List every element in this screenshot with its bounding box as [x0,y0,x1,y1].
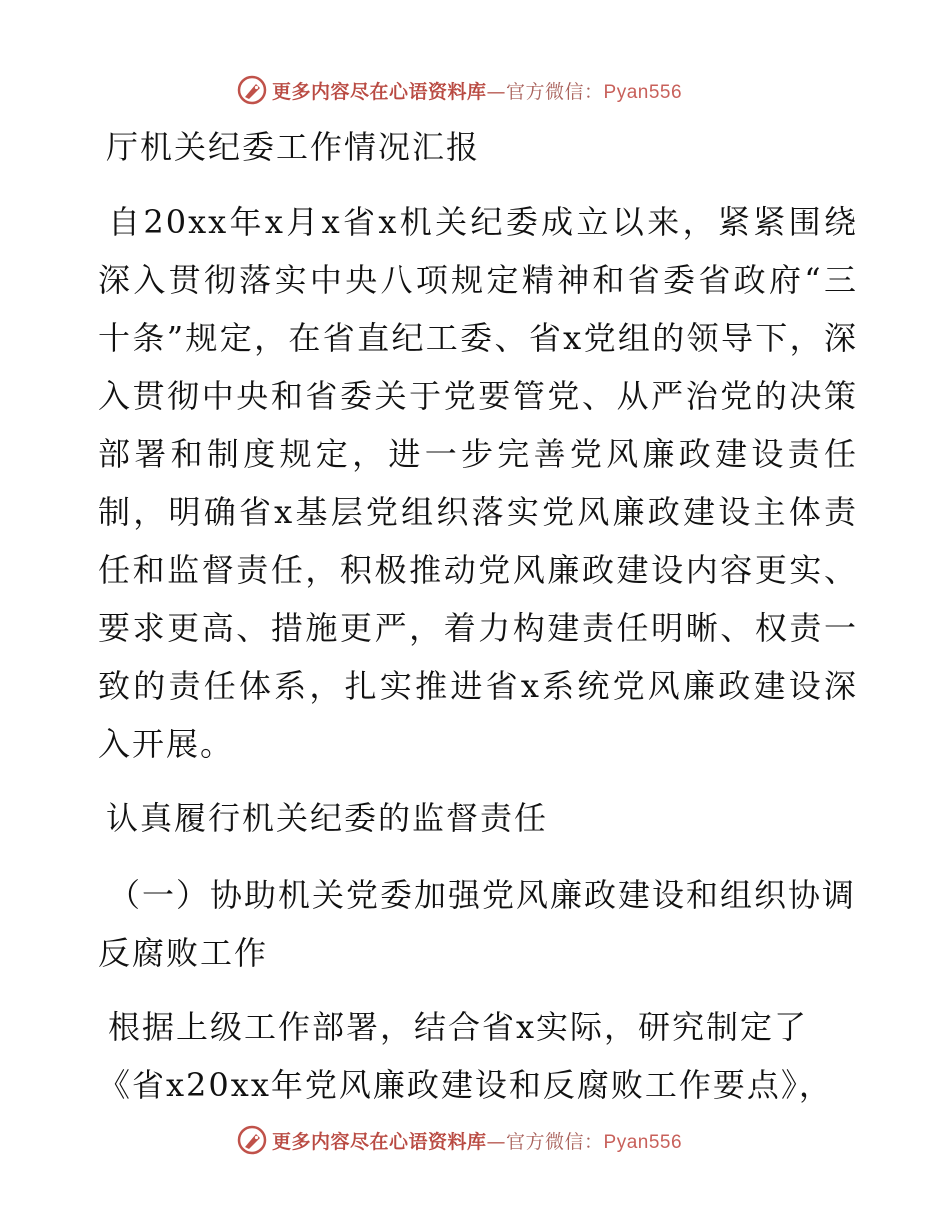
watermark-account: Pyan556 [603,1131,683,1153]
watermark-separator: — [486,1130,507,1153]
watermark-wechat-label: 官方微信： [506,80,604,103]
paragraph-body: 根据上级工作部署，结合省x实际，研究制定了《省x20xx年党风廉政建设和反腐败工作要点》， [98,1008,833,1104]
paragraph-intro: 自20xx年x月x省x机关纪委成立以来，紧紧围绕深入贯彻落实中央八项规定精神和省委省政府“三十条”规定，在省直纪工委、省x党组的领导下，深入贯彻中央和省委关于党要管党、从严治党的决策部署和制度规定，进一步完善党风廉政建设责任制，明确省x基层党组织落实党风廉政建设主体责任和监督责任，积极推动党风廉政建设内容更实、要求更高、措施更严，着力构建责任明晰、权责一致的责任体系，扎实推进省x系统党风廉政建设深入开展。 [98,203,858,763]
watermark-banner-top [236,73,682,107]
pen-nib-logo-icon [236,1124,268,1156]
pen-nib-logo-icon [236,74,268,106]
watermark-text [272,77,682,104]
section-heading: 认真履行机关纪委的监督责任 [106,799,549,837]
watermark-brand: 更多内容尽在心语资料库 [272,1130,487,1153]
watermark-wechat-label: 官方微信： [506,1130,604,1153]
document-title: 厅机关纪委工作情况汇报 [106,128,481,166]
subsection-heading: （一）协助机关党委加强党风廉政建设和组织协调反腐败工作 [98,876,857,972]
watermark-separator: — [486,80,507,103]
watermark-banner-bottom [236,1123,682,1157]
watermark-account: Pyan556 [603,81,683,103]
watermark-text [272,1127,682,1154]
watermark-brand: 更多内容尽在心语资料库 [272,80,487,103]
